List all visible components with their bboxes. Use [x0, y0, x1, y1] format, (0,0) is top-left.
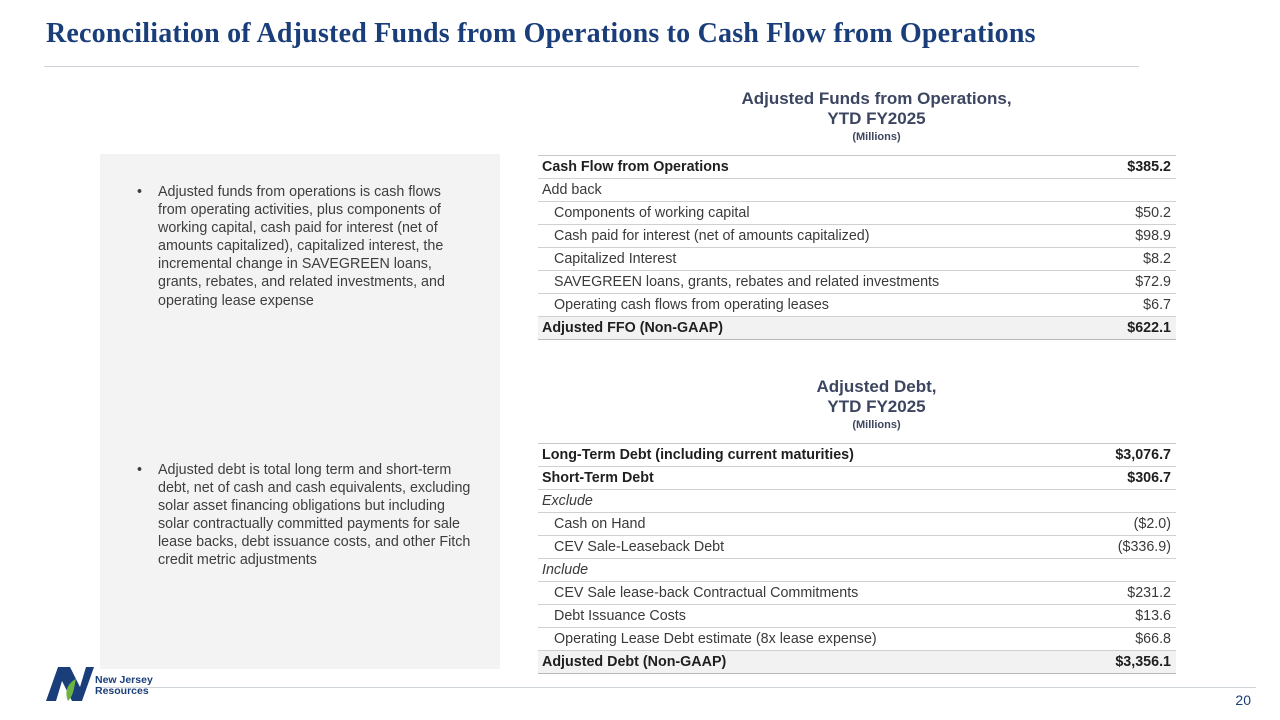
table-row: [538, 559, 1176, 582]
note-adjusted-debt: [137, 461, 473, 570]
table-row: [538, 271, 1176, 294]
debt-heading-line2: YTD FY2025: [827, 397, 926, 416]
row-value: $66.8: [1075, 628, 1176, 651]
row-label: Components of working capital: [538, 202, 1103, 225]
company-name: [95, 675, 153, 697]
row-value: [1075, 559, 1176, 582]
table-row: [538, 225, 1176, 248]
table-row: [538, 513, 1176, 536]
note-text: Adjusted funds from operations is cash flows from operating activities, plus components of working capital, cash paid for interest (net of amounts capitalized), capitalized interest, the incremental change in SAVEGREEN loans, grants, rebates, and related investments, and operating lease expense: [158, 184, 445, 309]
row-value: [1103, 179, 1176, 202]
row-value: $622.1: [1103, 317, 1176, 340]
row-value: $8.2: [1103, 248, 1176, 271]
ffo-table: [538, 155, 1176, 340]
row-label: Cash paid for interest (net of amounts capitalized): [538, 225, 1103, 248]
footer-divider: [96, 687, 1256, 688]
table-row: [538, 202, 1176, 225]
row-value: ($336.9): [1075, 536, 1176, 559]
row-value: $306.7: [1075, 467, 1176, 490]
table-row: [538, 294, 1176, 317]
table-row: [538, 536, 1176, 559]
ffo-heading-line2: YTD FY2025: [827, 109, 926, 128]
ffo-units: (Millions): [852, 131, 901, 143]
row-label: Add back: [538, 179, 1103, 202]
table-row: [538, 628, 1176, 651]
row-value: $385.2: [1103, 156, 1176, 179]
page-number: 20: [1235, 692, 1251, 708]
row-label: Cash on Hand: [538, 513, 1075, 536]
row-value: $72.9: [1103, 271, 1176, 294]
table-row: [538, 179, 1176, 202]
row-value: ($2.0): [1075, 513, 1176, 536]
row-value: [1075, 490, 1176, 513]
debt-table-heading: [538, 377, 1215, 432]
note-text: Adjusted debt is total long term and short-term debt, net of cash and cash equivalents, excluding solar asset financing obligations but including solar contractually committed payments for sale lease backs, debt issuance costs, and other Fitch credit metric adjustments: [158, 462, 471, 569]
total-row: [538, 317, 1176, 340]
row-value: $50.2: [1103, 202, 1176, 225]
row-label: SAVEGREEN loans, grants, rebates and related investments: [538, 271, 1103, 294]
debt-table: [538, 443, 1176, 674]
company-name-line1: New Jersey: [95, 674, 153, 686]
total-row: [538, 651, 1176, 674]
note-adjusted-ffo: [137, 183, 473, 310]
table-row: [538, 467, 1176, 490]
table-row: [538, 490, 1176, 513]
notes-panel: [100, 154, 500, 669]
ffo-heading-line1: Adjusted Funds from Operations,: [741, 89, 1012, 108]
row-label: Cash Flow from Operations: [538, 156, 1103, 179]
row-label: Operating Lease Debt estimate (8x lease expense): [538, 628, 1075, 651]
table-row: [538, 248, 1176, 271]
row-label: Debt Issuance Costs: [538, 605, 1075, 628]
row-label: Adjusted Debt (Non-GAAP): [538, 651, 1075, 674]
row-value: $231.2: [1075, 582, 1176, 605]
bullet-icon: •: [137, 462, 143, 478]
debt-heading-line1: Adjusted Debt,: [816, 377, 937, 396]
page-title: Reconciliation of Adjusted Funds from Operations to Cash Flow from Operations: [46, 18, 1036, 49]
table-row: [538, 605, 1176, 628]
title-divider: [44, 66, 1139, 67]
row-label: Include: [538, 559, 1075, 582]
ffo-table-heading: [538, 89, 1215, 144]
table-row: [538, 156, 1176, 179]
row-label: CEV Sale lease-back Contractual Commitments: [538, 582, 1075, 605]
table-row: [538, 582, 1176, 605]
row-value: $3,076.7: [1075, 444, 1176, 467]
row-value: $13.6: [1075, 605, 1176, 628]
bullet-icon: •: [137, 184, 143, 200]
row-label: Exclude: [538, 490, 1075, 513]
row-value: $3,356.1: [1075, 651, 1176, 674]
row-label: Operating cash flows from operating leases: [538, 294, 1103, 317]
row-label: CEV Sale-Leaseback Debt: [538, 536, 1075, 559]
company-name-line2: Resources: [95, 685, 149, 697]
row-value: $6.7: [1103, 294, 1176, 317]
table-row: [538, 444, 1176, 467]
debt-units: (Millions): [852, 419, 901, 431]
row-label: Capitalized Interest: [538, 248, 1103, 271]
row-label: Adjusted FFO (Non-GAAP): [538, 317, 1103, 340]
row-label: Long-Term Debt (including current maturities): [538, 444, 1075, 467]
row-label: Short-Term Debt: [538, 467, 1075, 490]
row-value: $98.9: [1103, 225, 1176, 248]
